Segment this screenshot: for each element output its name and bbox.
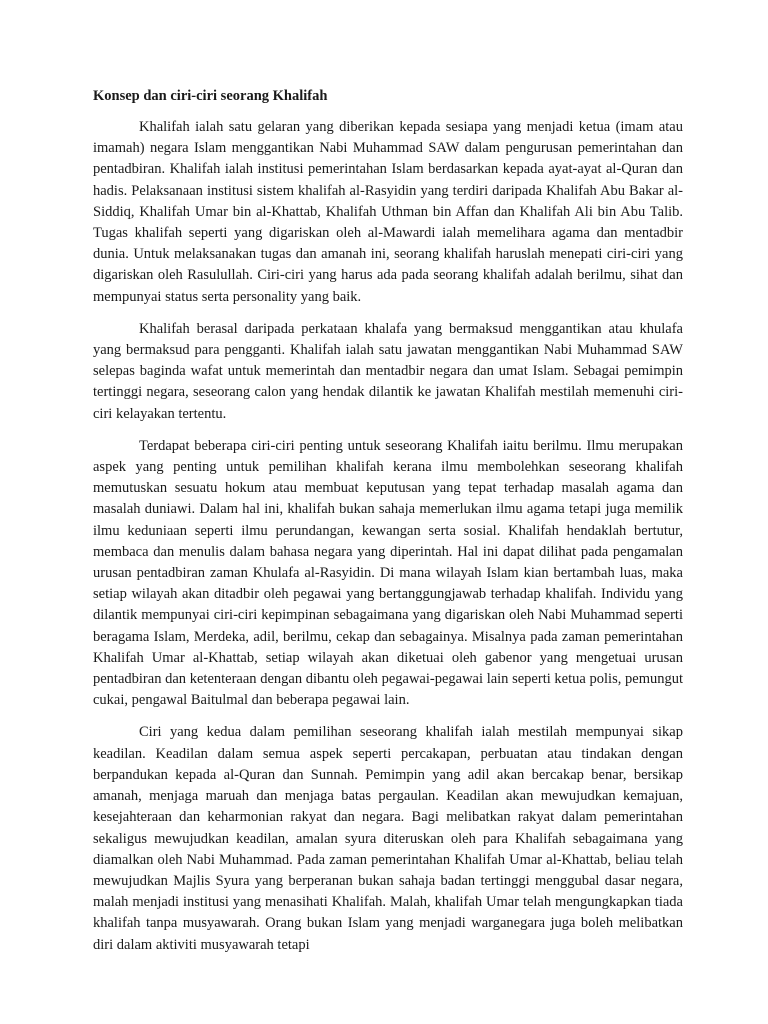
- paragraph-2: Khalifah berasal daripada perkataan khalafa yang bermaksud menggantikan atau khulafa yang bermaksud para pengganti. Khalifah ialah satu jawatan menggantikan Nabi Muhammad SAW selepas baginda wafat untuk memerintah dan mentadbir negara dan umat Islam. Sebagai pemimpin tertinggi negara, seseorang calon yang hendak dilantik ke jawatan Khalifah mestilah memenuhi ciri-ciri kelayakan tertentu.: [93, 320, 683, 422]
- document-title: Konsep dan ciri-ciri seorang Khalifah: [93, 88, 328, 104]
- paragraph-4: Ciri yang kedua dalam pemilihan seseorang khalifah ialah mestilah mempunyai sikap keadilan. Keadilan dalam semua aspek seperti percakapan, perbuatan atau tindakan dengan berpandukan kepada al-Quran dan Sunnah. Pemimpin yang adil akan bercakap benar, bersikap amanah, menjaga maruah dan menjaga batas pergaulan. Keadilan akan mewujudkan kemajuan, kesejahteraan dan keharmonian rakyat dan negara. Bagi melibatkan rakyat dalam pemerintahan sekaligus mewujudkan keadilan, amalan syura diteruskan oleh para Khalifah sebagaimana yang diamalkan oleh Nabi Muhammad. Pada zaman pemerintahan Khalifah Umar al-Khattab, beliau telah mewujudkan Majlis Syura yang berperanan bukan sahaja badan tertinggi menggubal dasar negara, malah menjadi institusi yang menasihati Khalifah. Malah, khalifah Umar telah mengungkapkan tiada khalifah tanpa musyawarah. Orang bukan Islam yang menjadi warganegara juga boleh melibatkan diri dalam aktiviti musyawarah tetapi: [93, 724, 683, 953]
- paragraph-1: Khalifah ialah satu gelaran yang diberikan kepada sesiapa yang menjadi ketua (imam atau imamah) negara Islam menggantikan Nabi Muhammad SAW dalam pengurusan pemerintahan dan pentadbiran. Khalifah ialah institusi pemerintahan Islam berdasarkan kepada ayat-ayat al-Quran dan hadis. Pelaksanaan institusi sistem khalifah al-Rasyidin yang terdiri daripada Khalifah Abu Bakar al-Siddiq, Khalifah Umar bin al-Khattab, Khalifah Uthman bin Affan dan Khalifah Ali bin Abu Talib. Tugas khalifah seperti yang digariskan oleh al-Mawardi ialah memelihara agama dan mentadbir dunia. Untuk melaksanakan tugas dan amanah ini, seorang khalifah haruslah menepati ciri-ciri yang digariskan oleh Rasulullah. Ciri-ciri yang harus ada pada seorang khalifah adalah berilmu, sihat dan mempunyai status serta personality yang baik.: [93, 119, 683, 305]
- document-body: [93, 86, 683, 967]
- paragraph-3: Terdapat beberapa ciri-ciri penting untuk seseorang Khalifah iaitu berilmu. Ilmu merupakan aspek yang penting untuk pemilihan khalifah kerana ilmu membolehkan seseorang khalifah memutuskan sesuatu hokum atau membuat keputusan yang tepat terhadap masalah agama dan masalah duniawi. Dalam hal ini, khalifah bukan sahaja memerlukan ilmu agama tetapi juga memilik ilmu keduniaan seperti ilmu perundangan, kewangan serta sosial. Khalifah hendaklah bertutur, membaca dan menulis dalam bahasa negara yang diperintah. Hal ini dapat dilihat pada pengamalan urusan pentadbiran zaman Khulafa al-Rasyidin. Di mana wilayah Islam kian bertambah luas, maka setiap wilayah akan ditadbir oleh pegawai yang bertanggungjawab terhadap khalifah. Individu yang dilantik mempunyai ciri-ciri kepimpinan sebagaimana yang digariskan oleh Nabi Muhammad seperti beragama Islam, Merdeka, adil, berilmu, cekap dan sebagainya. Misalnya pada zaman pemerintahan Khalifah Umar al-Khattab, setiap wilayah akan diketuai oleh gabenor yang mengetuai urusan pentadbiran dan ketenteraan dengan dibantu oleh pegawai-pegawai lain seperti ketua polis, pemungut cukai, pengawal Baitulmal dan beberapa pegawai lain.: [93, 437, 683, 709]
